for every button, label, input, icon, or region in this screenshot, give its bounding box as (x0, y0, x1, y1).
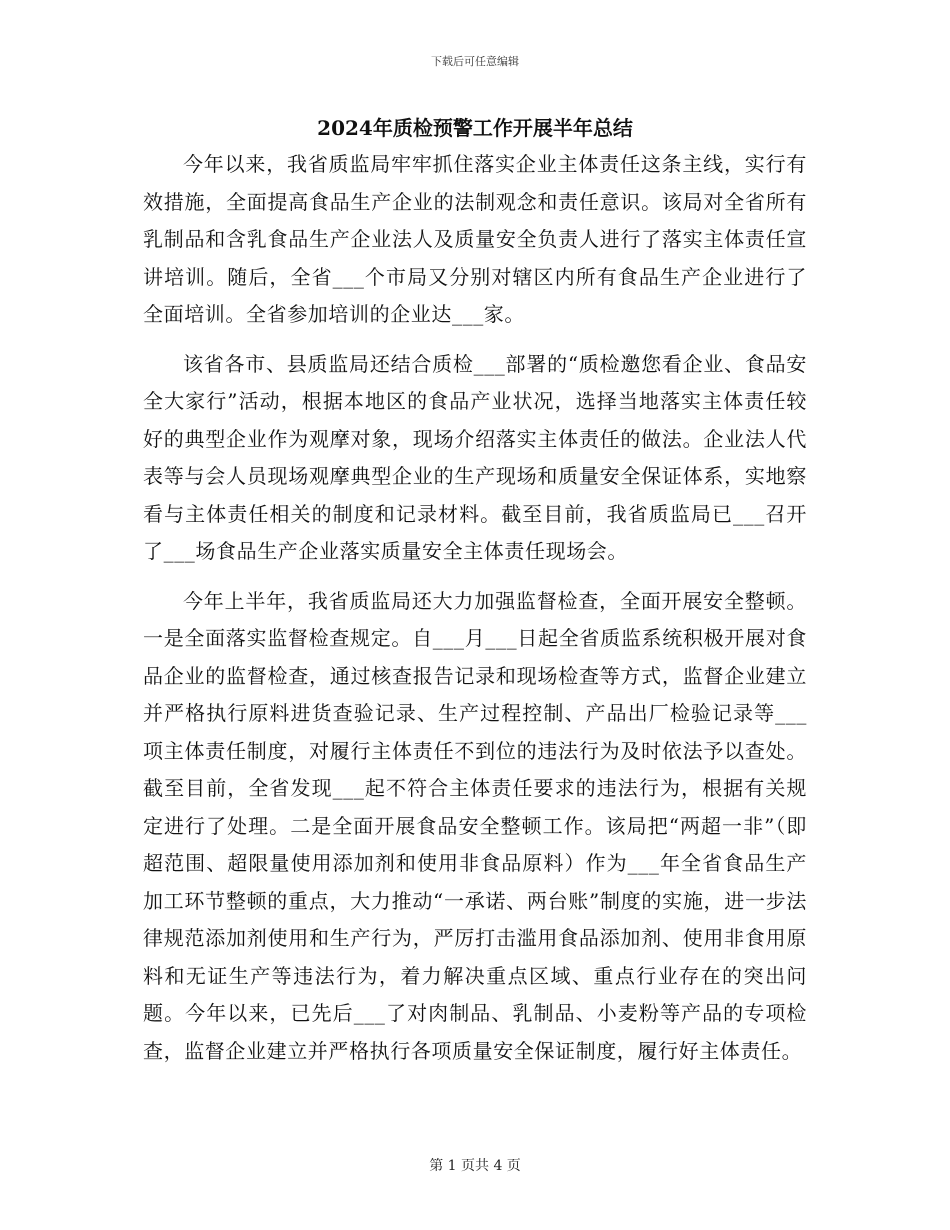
paragraph-observation: 该省各市、县质监局还结合质检___部署的“质检邀您看企业、食品安全大家行”活动，根据本地区的食品产业状况，选择当地落实主体责任较好的典型企业作为观摩对象，现场介绍落实主体责任的做法。企业法人代表等与会人员现场观摩典型企业的生产现场和质量安全保证体系，实地察看与主体责任相关的制度和记录材料。截至目前，我省质监局已___召开了___场食品生产企业落实质量安全主体责任现场会。 (143, 351, 807, 563)
document-body (143, 146, 807, 1082)
document-title: 2024年质检预警工作开展半年总结 (317, 116, 633, 140)
paragraph-training: 今年以来，我省质监局牢牢抓住落实企业主体责任这条主线，实行有效措施，全面提高食品生产企业的法制观念和责任意识。该局对全省所有乳制品和含乳食品生产企业法人及质量安全负责人进行了落实主体责任宣讲培训。随后，全省___个市局又分别对辖区内所有食品生产企业进行了全面培训。全省参加培训的企业达___家。 (143, 152, 807, 326)
page-number: 第 1 页共 4 页 (429, 1158, 521, 1174)
paragraph-inspection: 今年上半年，我省质监局还大力加强监督检查，全面开展安全整顿。一是全面落实监督检查规定。自___月___日起全省质监系统积极开展对食品企业的监督检查，通过核查报告记录和现场检查等方式，监督企业建立并严格执行原料进货查验记录、生产过程控制、产品出厂检验记录等___项主体责任制度，对履行主体责任不到位的违法行为及时依法予以查处。截至目前，全省发现___起不符合主体责任要求的违法行为，根据有关规定进行了处理。二是全面开展食品安全整顿工作。该局把“两超一非”（即超范围、超限量使用添加剂和使用非食品原料）作为___年全省食品生产加工环节整顿的重点，大力推动“一承诺、两台账”制度的实施，进一步法律规范添加剂使用和生产行为，严厉打击滥用食品添加剂、使用非食用原料和无证生产等违法行为，着力解决重点区域、重点行业存在的突出问题。今年以来，已先后___了对肉制品、乳制品、小麦粉等产品的专项检查，监督企业建立并严格执行各项质量安全保证制度，履行好主体责任。 (143, 588, 807, 1063)
header-note: 下载后可任意编辑 (431, 55, 519, 68)
